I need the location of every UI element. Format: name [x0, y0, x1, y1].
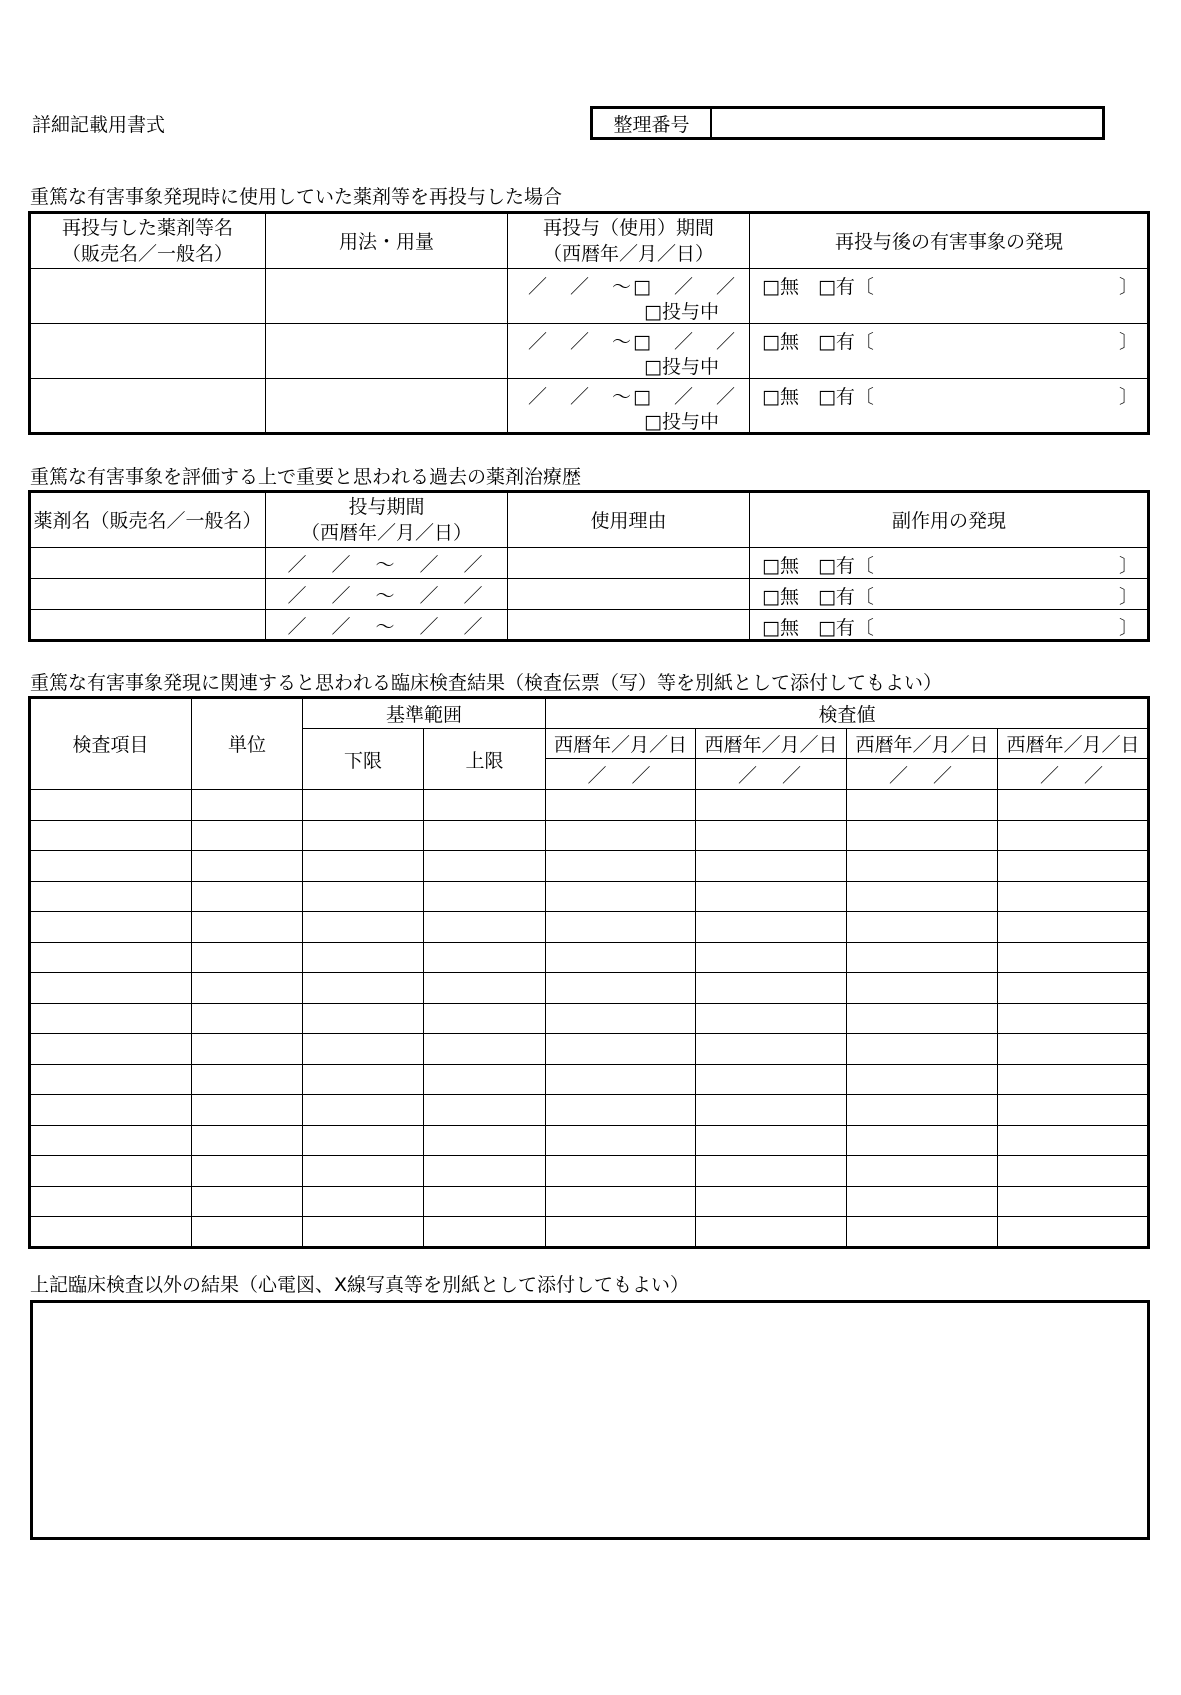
lab-cell[interactable]	[303, 1125, 424, 1156]
lab-cell[interactable]	[546, 1064, 696, 1095]
reason-header: 使用理由	[508, 492, 750, 548]
lower-limit-header: 下限	[303, 729, 424, 790]
lab-cell[interactable]	[546, 1217, 696, 1248]
lab-cell[interactable]	[424, 820, 546, 851]
outcome-cell[interactable]: □無 □有〔 〕	[750, 379, 1149, 434]
lab-cell[interactable]	[192, 1125, 303, 1156]
dosage-cell[interactable]	[266, 379, 508, 434]
table-row	[30, 548, 1149, 579]
lab-cell[interactable]	[30, 1034, 192, 1065]
section1-heading: 重篤な有害事象発現時に使用していた薬剤等を再投与した場合	[30, 186, 563, 208]
lab-cell[interactable]	[303, 1095, 424, 1126]
lab-cell[interactable]	[546, 1034, 696, 1065]
lab-cell[interactable]	[303, 1003, 424, 1034]
lab-cell[interactable]	[998, 1095, 1149, 1126]
header-row	[30, 492, 1149, 548]
lab-cell[interactable]	[847, 1034, 998, 1065]
lab-cell[interactable]	[30, 912, 192, 943]
drug-name-header: 再投与した薬剤等名 （販売名／一般名）	[30, 213, 266, 269]
lab-cell[interactable]	[192, 942, 303, 973]
lab-cell[interactable]	[303, 973, 424, 1004]
table-row	[30, 324, 1149, 379]
test-item-header: 検査項目	[30, 698, 192, 790]
date-field[interactable]: ／ ／	[696, 759, 847, 790]
table-row	[30, 1064, 1149, 1095]
lab-cell[interactable]	[696, 1186, 847, 1217]
date-field[interactable]: ／ ／	[998, 759, 1149, 790]
lab-cell[interactable]	[30, 973, 192, 1004]
side-effect-cell[interactable]: □無 □有〔 〕	[750, 579, 1149, 610]
reason-cell[interactable]	[508, 548, 750, 579]
serial-number-box	[590, 106, 1105, 140]
lab-cell[interactable]	[546, 942, 696, 973]
lab-cell[interactable]	[847, 1125, 998, 1156]
lab-cell[interactable]	[998, 912, 1149, 943]
side-effect-cell[interactable]: □無 □有〔 〕	[750, 548, 1149, 579]
lab-cell[interactable]	[546, 881, 696, 912]
lab-cell[interactable]	[546, 1156, 696, 1187]
date-field[interactable]: ／ ／	[847, 759, 998, 790]
lab-cell[interactable]	[303, 1156, 424, 1187]
period-cell[interactable]: ／ ／ ～□ ／ ／ □投与中	[508, 324, 750, 379]
lab-cell[interactable]	[303, 881, 424, 912]
serial-number-label: 整理番号	[593, 109, 712, 137]
readministration-table	[29, 212, 1149, 434]
lab-cell[interactable]	[546, 1003, 696, 1034]
date-field[interactable]: ／ ／	[546, 759, 696, 790]
lab-cell[interactable]	[546, 790, 696, 821]
table-row	[30, 790, 1149, 821]
section3-heading: 重篤な有害事象発現に関連すると思われる臨床検査結果（検査伝票（写）等を別紙として添付してもよい）	[30, 672, 943, 694]
lab-cell[interactable]	[696, 1064, 847, 1095]
lab-cell[interactable]	[192, 1095, 303, 1126]
period-cell[interactable]: ／ ／ ～□ ／ ／ □投与中	[508, 269, 750, 324]
lab-cell[interactable]	[424, 1186, 546, 1217]
lab-cell[interactable]	[847, 973, 998, 1004]
table-row	[30, 912, 1149, 943]
period-cell[interactable]: ／ ／ ～ ／ ／	[266, 610, 508, 641]
lab-cell[interactable]	[424, 881, 546, 912]
lab-cell[interactable]	[424, 790, 546, 821]
lab-cell[interactable]	[998, 820, 1149, 851]
lab-cell[interactable]	[30, 881, 192, 912]
lab-cell[interactable]	[546, 1186, 696, 1217]
lab-cell[interactable]	[847, 1003, 998, 1034]
dosage-cell[interactable]	[266, 269, 508, 324]
period-cell[interactable]: ／ ／ ～ ／ ／	[266, 579, 508, 610]
lab-cell[interactable]	[847, 1217, 998, 1248]
lab-cell[interactable]	[696, 790, 847, 821]
lab-cell[interactable]	[30, 1217, 192, 1248]
outcome-header: 再投与後の有害事象の発現	[750, 213, 1149, 269]
lab-cell[interactable]	[696, 973, 847, 1004]
header-row	[30, 213, 1149, 269]
lab-cell[interactable]	[847, 1156, 998, 1187]
serial-number-field[interactable]	[712, 109, 1102, 137]
lab-cell[interactable]	[546, 973, 696, 1004]
lab-cell[interactable]	[303, 851, 424, 882]
lab-cell[interactable]	[303, 1064, 424, 1095]
lab-cell[interactable]	[303, 790, 424, 821]
lab-cell[interactable]	[424, 1064, 546, 1095]
lab-cell[interactable]	[192, 912, 303, 943]
drug-name-cell[interactable]	[30, 610, 266, 641]
other-results-textarea[interactable]	[30, 1300, 1150, 1540]
lab-cell[interactable]	[847, 881, 998, 912]
table-row	[30, 1003, 1149, 1034]
table-row	[30, 851, 1149, 882]
lab-cell[interactable]	[30, 1003, 192, 1034]
lab-cell[interactable]	[847, 1064, 998, 1095]
lab-cell[interactable]	[546, 851, 696, 882]
lab-cell[interactable]	[847, 851, 998, 882]
lab-cell[interactable]	[998, 1064, 1149, 1095]
drug-name-cell[interactable]	[30, 324, 266, 379]
lab-cell[interactable]	[998, 1186, 1149, 1217]
lab-cell[interactable]	[30, 851, 192, 882]
past-medication-table	[29, 491, 1149, 641]
lab-cell[interactable]	[546, 912, 696, 943]
side-effect-cell[interactable]: □無 □有〔 〕	[750, 610, 1149, 641]
dosage-cell[interactable]	[266, 324, 508, 379]
lab-cell[interactable]	[303, 1186, 424, 1217]
table-row	[30, 269, 1149, 324]
period-header: 再投与（使用）期間 （西暦年／月／日）	[508, 213, 750, 269]
table-row	[30, 973, 1149, 1004]
drug-name-cell[interactable]	[30, 269, 266, 324]
lab-cell[interactable]	[424, 851, 546, 882]
lab-cell[interactable]	[192, 1064, 303, 1095]
lab-cell[interactable]	[696, 820, 847, 851]
lab-cell[interactable]	[30, 1095, 192, 1126]
lab-cell[interactable]	[696, 1095, 847, 1126]
lab-cell[interactable]	[847, 912, 998, 943]
lab-cell[interactable]	[192, 1034, 303, 1065]
section2-heading: 重篤な有害事象を評価する上で重要と思われる過去の薬剤治療歴	[30, 466, 582, 488]
drug-name-header: 薬剤名（販売名／一般名）	[30, 492, 266, 548]
outcome-cell[interactable]: □無 □有〔 〕	[750, 324, 1149, 379]
lab-results-table	[29, 697, 1149, 1248]
table-row	[30, 1034, 1149, 1065]
lab-cell[interactable]	[30, 1156, 192, 1187]
lab-cell[interactable]	[424, 1217, 546, 1248]
reference-range-header: 基準範囲	[303, 698, 546, 729]
lab-cell[interactable]	[847, 942, 998, 973]
lab-cell[interactable]	[847, 820, 998, 851]
table-row	[30, 1156, 1149, 1187]
outcome-cell[interactable]: □無 □有〔 〕	[750, 269, 1149, 324]
table-row	[30, 610, 1149, 641]
lab-cell[interactable]	[424, 942, 546, 973]
lab-cell[interactable]	[998, 942, 1149, 973]
lab-cell[interactable]	[192, 973, 303, 1004]
lab-cell[interactable]	[847, 1186, 998, 1217]
date-label: 西暦年／月／日	[546, 729, 696, 759]
lab-cell[interactable]	[30, 1125, 192, 1156]
lab-cell[interactable]	[998, 851, 1149, 882]
date-label: 西暦年／月／日	[847, 729, 998, 759]
lab-cell[interactable]	[696, 1003, 847, 1034]
period-header: 投与期間 （西暦年／月／日）	[266, 492, 508, 548]
form-title: 詳細記載用書式	[32, 114, 166, 136]
header-row	[30, 698, 1149, 729]
lab-cell[interactable]	[847, 1095, 998, 1126]
test-values-header: 検査値	[546, 698, 1149, 729]
lab-cell[interactable]	[424, 973, 546, 1004]
dosage-header: 用法・用量	[266, 213, 508, 269]
lab-cell[interactable]	[192, 820, 303, 851]
lab-cell[interactable]	[192, 851, 303, 882]
lab-cell[interactable]	[303, 942, 424, 973]
section4-heading: 上記臨床検査以外の結果（心電図、X線写真等を別紙として添付してもよい）	[30, 1274, 690, 1296]
lab-cell[interactable]	[546, 1125, 696, 1156]
lab-cell[interactable]	[998, 1156, 1149, 1187]
lab-cell[interactable]	[847, 790, 998, 821]
lab-cell[interactable]	[303, 1034, 424, 1065]
table-row	[30, 942, 1149, 973]
lab-cell[interactable]	[696, 881, 847, 912]
lab-cell[interactable]	[998, 1034, 1149, 1065]
lab-cell[interactable]	[192, 1186, 303, 1217]
lab-cell[interactable]	[30, 820, 192, 851]
side-effect-header: 副作用の発現	[750, 492, 1149, 548]
table-row	[30, 1125, 1149, 1156]
unit-header: 単位	[192, 698, 303, 790]
lab-cell[interactable]	[303, 912, 424, 943]
table-row	[30, 881, 1149, 912]
lab-cell[interactable]	[696, 1217, 847, 1248]
lab-cell[interactable]	[696, 942, 847, 973]
table-row	[30, 1095, 1149, 1126]
lab-cell[interactable]	[192, 881, 303, 912]
lab-cell[interactable]	[424, 1125, 546, 1156]
lab-cell[interactable]	[303, 1217, 424, 1248]
table-row	[30, 579, 1149, 610]
date-label: 西暦年／月／日	[998, 729, 1149, 759]
lab-cell[interactable]	[998, 790, 1149, 821]
lab-cell[interactable]	[30, 1186, 192, 1217]
lab-cell[interactable]	[30, 1064, 192, 1095]
lab-cell[interactable]	[696, 912, 847, 943]
lab-cell[interactable]	[303, 820, 424, 851]
lab-cell[interactable]	[696, 1156, 847, 1187]
lab-cell[interactable]	[192, 1217, 303, 1248]
lab-cell[interactable]	[424, 1095, 546, 1126]
drug-name-cell[interactable]	[30, 379, 266, 434]
lab-cell[interactable]	[546, 1095, 696, 1126]
lab-cell[interactable]	[192, 790, 303, 821]
table-row	[30, 820, 1149, 851]
lab-cell[interactable]	[696, 1125, 847, 1156]
lab-cell[interactable]	[424, 1156, 546, 1187]
lab-cell[interactable]	[998, 1217, 1149, 1248]
table-row	[30, 1186, 1149, 1217]
period-cell[interactable]: ／ ／ ～□ ／ ／ □投与中	[508, 379, 750, 434]
lab-cell[interactable]	[424, 1034, 546, 1065]
reason-cell[interactable]	[508, 610, 750, 641]
table-row	[30, 379, 1149, 434]
lab-cell[interactable]	[998, 1125, 1149, 1156]
upper-limit-header: 上限	[424, 729, 546, 790]
lab-cell[interactable]	[998, 1003, 1149, 1034]
table-row	[30, 1217, 1149, 1248]
lab-cell[interactable]	[546, 820, 696, 851]
lab-cell[interactable]	[424, 1003, 546, 1034]
lab-cell[interactable]	[998, 881, 1149, 912]
period-cell[interactable]: ／ ／ ～ ／ ／	[266, 548, 508, 579]
drug-name-cell[interactable]	[30, 548, 266, 579]
lab-cell[interactable]	[30, 942, 192, 973]
date-label: 西暦年／月／日	[696, 729, 847, 759]
lab-cell[interactable]	[696, 851, 847, 882]
lab-cell[interactable]	[998, 973, 1149, 1004]
lab-cell[interactable]	[192, 1003, 303, 1034]
drug-name-cell[interactable]	[30, 579, 266, 610]
reason-cell[interactable]	[508, 579, 750, 610]
lab-cell[interactable]	[696, 1034, 847, 1065]
lab-cell[interactable]	[424, 912, 546, 943]
lab-cell[interactable]	[30, 790, 192, 821]
lab-cell[interactable]	[192, 1156, 303, 1187]
